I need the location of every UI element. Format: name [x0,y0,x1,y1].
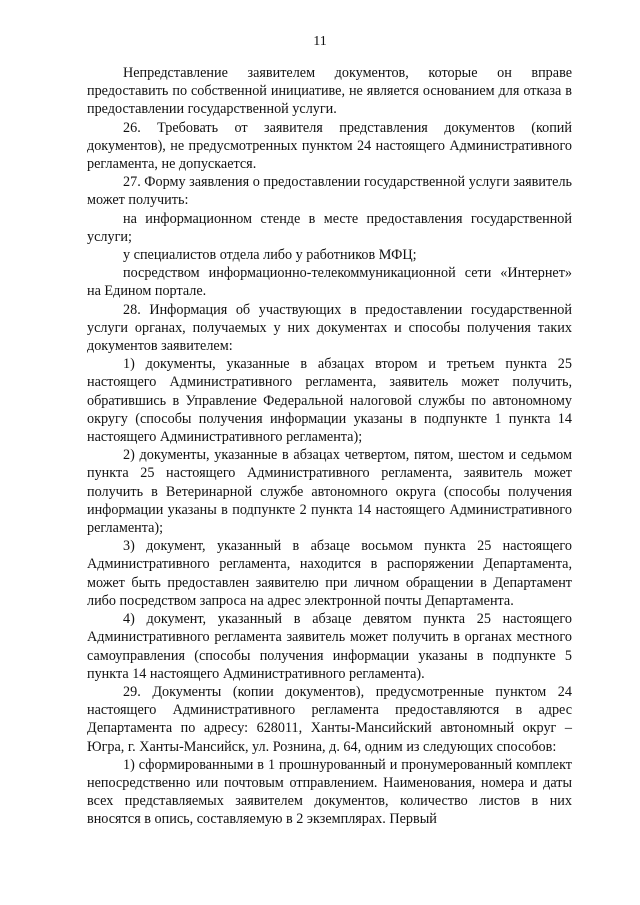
paragraph-28-item-2: 2) документы, указанные в абзацах четвертом, пятом, шестом и седьмом пункта 25 настоящего Административного регламента, заявитель может получить в Ветеринарной службе автономного округа (способы получения информации указаны в подпункте 2 пункта 14 настоящего Административного регламента); [87,447,572,537]
paragraph-27: 27. Форму заявления о предоставлении государственной услуги заявитель может получить: [87,174,572,209]
paragraph-documents-not-provided: Непредставление заявителем документов, которые он вправе предоставить по собственной инициативе, не является основанием для отказа в предоставлении государственной услуги. [87,65,572,118]
paragraph-27-specialists: у специалистов отдела либо у работников МФЦ; [123,247,417,264]
paragraph-27-info-stand: на информационном стенде в месте предоставления государственной услуги; [87,210,572,245]
paragraph-27-internet: посредством информационно-телекоммуникационной сети «Интернет» на Едином портале. [87,265,572,300]
paragraph-28: 28. Информация об участвующих в предоставлении государственной услуги органах, получаемых у них документах и способы получения таких документов заявителем: [87,301,572,355]
paragraph-28-item-3: 3) документ, указанный в абзаце восьмом пункта 25 настоящего Административного регламента, находится в распоряжении Департамента, может быть предоставлен заявителю при личном обращении в Департамент либо посредством запроса на адрес электронной почты Департамента. [87,538,572,609]
paragraph-28-item-1: 1) документы, указанные в абзацах втором и третьем пункта 25 настоящего Административного регламента, заявитель может получить, обратившись в Управление Федеральной налоговой службы по автономному округу (способы получения информации указаны в подпункте 1 пункта 14 настоящего Административного регламента); [87,356,572,446]
paragraph-29: 29. Документы (копии документов), предусмотренные пунктом 24 настоящего Административного регламента предоставляются в адрес Департамента по адресу: 628011, Ханты-Мансийский автономный округ – Югра, г. Ханты-Мансийск, ул. Рознина, д. 64, одним из следующих способов: [87,683,572,755]
paragraph-29-item-1: 1) сформированными в 1 прошнурованный и пронумерованный комплект непосредственно или почтовым отправлением. Наименования, номера и даты всех представляемых заявителем документов, количество листов в них вносятся в опись, составляемую в 2 экземплярах. Первый [87,756,572,828]
paragraph-28-item-4: 4) документ, указанный в абзаце девятом пункта 25 настоящего Административного регламента заявитель может получить в органах местного самоуправления (способы получения информации указаны в подпункте 5 пункта 14 настоящего Административного регламента). [87,611,572,682]
document-body [87,64,572,829]
page-number: 11 [313,34,327,49]
paragraph-26: 26. Требовать от заявителя представления документов (копий документов), не предусмотренных пунктом 24 настоящего Административного регламента, не допускается. [87,119,572,173]
